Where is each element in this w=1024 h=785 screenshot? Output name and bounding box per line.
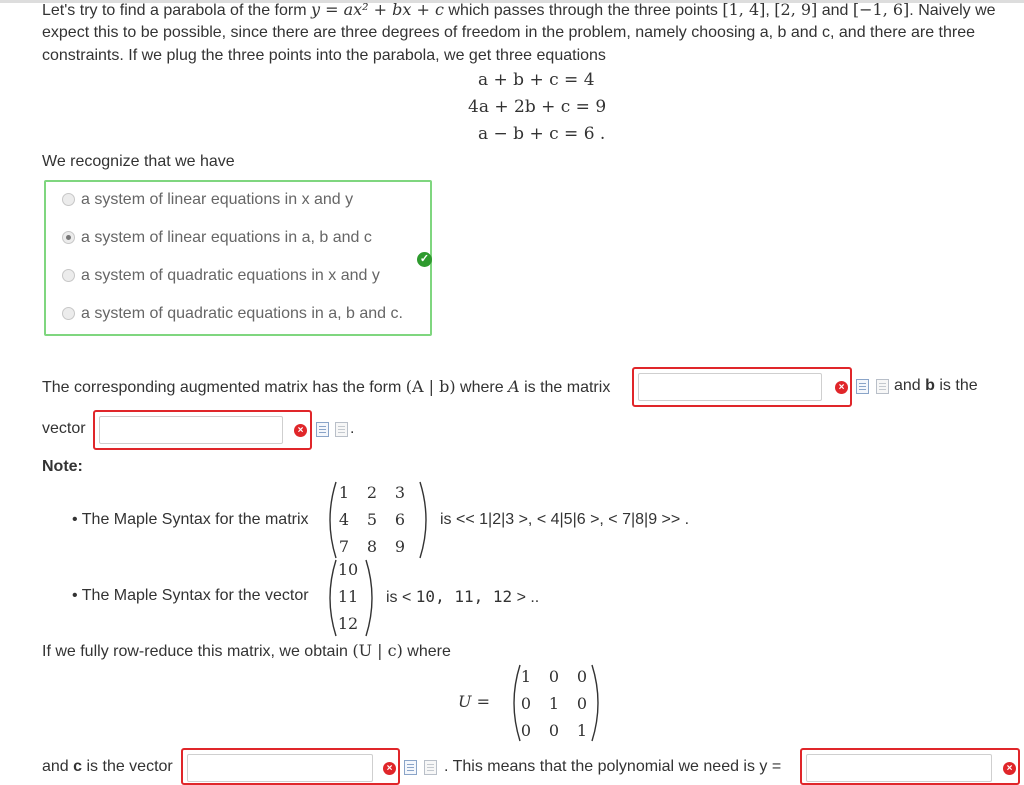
vector-answer-wrapper xyxy=(93,410,312,450)
help-doc-icon[interactable] xyxy=(335,422,348,437)
bullet-2: • The Maple Syntax for the vector xyxy=(72,587,309,604)
intro-line-3: constraints. If we plug the three points into the parabola, we get three equations xyxy=(42,47,606,64)
matrix-cell: 7 xyxy=(338,537,350,556)
error-icon: × xyxy=(1003,762,1016,775)
option-3[interactable]: a system of quadratic equations in x and y xyxy=(62,267,380,285)
c-vector-answer-input[interactable] xyxy=(187,754,373,782)
vector-cell: 10 xyxy=(337,560,359,579)
u-label: U = xyxy=(458,692,490,711)
question2-text: The corresponding augmented matrix has the form (A | b) where A is the matrix xyxy=(42,377,611,396)
vector-cell: 12 xyxy=(337,614,359,633)
maple-matrix-syntax: is << 1|2|3 >, < 4|5|6 >, < 7|8|9 >> . xyxy=(440,511,690,528)
note-title: Note: xyxy=(42,458,83,475)
period: . xyxy=(350,420,355,437)
matrix-cell: 1 xyxy=(576,721,588,740)
vector-label: vector xyxy=(42,420,86,437)
intro-line-1: Let's try to find a parabola of the form y = ax² + bx + c which passes through the three points [1, 4], [2, 9] and [−1, 6]. Naively we xyxy=(42,0,996,19)
polynomial-answer-input[interactable] xyxy=(806,754,992,782)
c-vector-answer-wrapper xyxy=(181,748,400,785)
equation-1: a + b + c = 4 xyxy=(478,70,595,90)
matrix-cell: 1 xyxy=(520,667,532,686)
radio-button-selected[interactable] xyxy=(62,231,75,244)
c-vector-label: and c is the vector xyxy=(42,758,173,775)
matrix-cell: 2 xyxy=(366,483,378,502)
vector-answer-input[interactable] xyxy=(99,416,283,444)
preview-icon[interactable] xyxy=(316,422,329,437)
check-icon: ✓ xyxy=(417,252,432,267)
option-4[interactable]: a system of quadratic equations in a, b and c. xyxy=(62,305,403,323)
polynomial-answer-wrapper xyxy=(800,748,1020,785)
question2-text-tail: and b is the xyxy=(894,377,978,394)
matrix-cell: 3 xyxy=(394,483,406,502)
polynomial-text: . This means that the polynomial we need is y = xyxy=(444,758,782,775)
radio-button[interactable] xyxy=(62,193,75,206)
matrix-cell: 5 xyxy=(366,510,378,529)
error-icon: × xyxy=(294,424,307,437)
matrix-answer-wrapper xyxy=(632,367,852,407)
multiple-choice-box xyxy=(44,180,432,336)
example-matrix-cells xyxy=(334,483,414,563)
identity-matrix-cells xyxy=(516,667,596,747)
option-1[interactable]: a system of linear equations in x and y xyxy=(62,191,353,209)
maple-vector-syntax: is < 10, 11, 12 > .. xyxy=(386,587,540,606)
matrix-cell: 0 xyxy=(576,694,588,713)
matrix-cell: 4 xyxy=(338,510,350,529)
preview-icon[interactable] xyxy=(404,760,417,775)
matrix-cell: 1 xyxy=(548,694,560,713)
example-vector-cells xyxy=(334,560,364,640)
equation-2: 4a + 2b + c = 9 xyxy=(468,97,607,117)
matrix-cell: 0 xyxy=(520,694,532,713)
help-doc-icon[interactable] xyxy=(424,760,437,775)
vector-cell: 11 xyxy=(337,587,359,606)
option-2[interactable]: a system of linear equations in a, b and c xyxy=(62,229,372,247)
intro-line-2: expect this to be possible, since there are three degrees of freedom in the problem, namely choosing a, b and c, and there are three xyxy=(42,24,975,41)
matrix-answer-input[interactable] xyxy=(638,373,822,401)
matrix-cell: 0 xyxy=(548,721,560,740)
bullet-1: • The Maple Syntax for the matrix xyxy=(72,511,309,528)
error-icon: × xyxy=(383,762,396,775)
question1-prompt: We recognize that we have xyxy=(42,153,235,170)
matrix-cell: 6 xyxy=(394,510,406,529)
rowreduce-text: If we fully row-reduce this matrix, we obtain (U | c) where xyxy=(42,641,451,660)
matrix-cell: 0 xyxy=(548,667,560,686)
radio-button[interactable] xyxy=(62,307,75,320)
help-doc-icon[interactable] xyxy=(876,379,889,394)
equation-3: a − b + c = 6 . xyxy=(478,124,606,144)
matrix-cell: 9 xyxy=(394,537,406,556)
matrix-cell: 0 xyxy=(520,721,532,740)
preview-icon[interactable] xyxy=(856,379,869,394)
matrix-cell: 8 xyxy=(366,537,378,556)
error-icon: × xyxy=(835,381,848,394)
radio-button[interactable] xyxy=(62,269,75,282)
matrix-cell: 1 xyxy=(338,483,350,502)
matrix-cell: 0 xyxy=(576,667,588,686)
